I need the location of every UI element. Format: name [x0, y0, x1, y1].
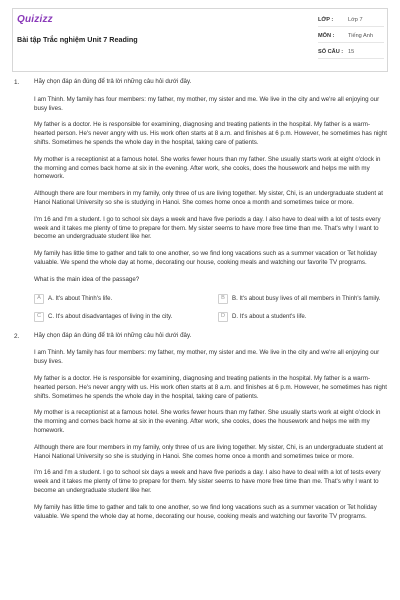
choice-text: D. It's about a student's life.	[232, 312, 307, 320]
worksheet-meta	[318, 15, 384, 63]
question-1	[12, 78, 388, 322]
question-instruction: Hãy chọn đáp án đúng để trả lời những câu hỏi dưới đây.	[34, 78, 192, 85]
passage-paragraph: My family has little time to gather and talk to one another, so we find long vacations such as a summer vacation or Tet holiday valuable. We spend the whole day at home, decorating our house, cooking meals and watching our favorite TV programs.	[34, 503, 377, 520]
worksheet-title: Bài tập Trắc nghiệm Unit 7 Reading	[17, 35, 138, 44]
choice-text: C. It's about disadvantages of living in the city.	[48, 312, 173, 320]
question-number: 2.	[14, 332, 20, 340]
passage-paragraph: My family has little time to gather and talk to one another, so we find long vacations such as a summer vacation or Tet holiday valuable. We spend the whole day at home, decorating our house, cooking meals and watching our favorite TV programs.	[34, 250, 377, 266]
choice-c[interactable]	[34, 312, 214, 322]
answer-choices	[34, 294, 388, 322]
passage-paragraph: I am Thinh. My family has four members: my father, my mother, my sister and me. We live in the city and we're all enjoying our busy lives.	[34, 95, 380, 112]
question-list	[12, 78, 388, 531]
choice-text: A. It's about Thinh's life.	[48, 294, 113, 302]
choice-d[interactable]	[218, 312, 398, 322]
passage-paragraph: My father is a doctor. He is responsible for examining, diagnosing and treating patients in the hospital. My father is a warm-hearted person. He's never angry with us. His work often starts at 8 a.m. and finishes at 6 p.m. However, he sometimes has night shifts. Sometimes he spends the whole day in the hospital, taking care of patients.	[34, 121, 388, 146]
quizizz-logo: Quizizz	[17, 14, 53, 25]
choice-a[interactable]	[34, 294, 214, 304]
meta-value: Tiếng Anh	[348, 32, 373, 39]
choice-letter-box[interactable]: C	[34, 312, 44, 322]
passage-paragraph: My mother is a receptionist at a famous hotel. She works fewer hours than my father. She usually starts work at eight o'clock in the morning and comes back home at six in the evening. After work, she cooks, does the housework and helps me with my homework.	[34, 409, 381, 434]
question-instruction: Hãy chọn đáp án đúng để trả lời những câu hỏi dưới đây.	[34, 331, 192, 339]
passage-paragraph: I am Thinh. My family has four members: my father, my mother, my sister and me. We live in the city and we're all enjoying our busy lives.	[34, 349, 380, 366]
passage-paragraph: My mother is a receptionist at a famous hotel. She works fewer hours than my father. She usually starts work at eight o'clock in the morning and comes back home at six in the evening. After work, she cooks, does the housework and helps me with my homework.	[34, 155, 381, 181]
passage-paragraph: I'm 16 and I'm a student. I go to school six days a week and have five periods a day. I also have to deal with a lot of tests every week and it takes me plenty of time to prepare for them. My sister seems to have more free time than me. That's why I want to become an undergraduate student like her.	[34, 469, 381, 494]
question-text: What is the main idea of the passage?	[34, 275, 140, 283]
meta-key: MÔN :	[318, 32, 335, 39]
meta-row-question-count	[318, 47, 384, 59]
question-2	[12, 332, 388, 522]
choice-b[interactable]	[218, 294, 398, 304]
choice-letter-box[interactable]: A	[34, 294, 44, 304]
passage-paragraph: Although there are four members in my family, only three of us are living together. My sister, Chi, is an undergraduate student at Hanoi National University so she is studying in Hanoi. She comes home once a month and sometimes twice or more.	[34, 443, 383, 460]
worksheet-header	[12, 8, 388, 72]
meta-key: SỐ CÂU :	[318, 48, 344, 55]
passage-paragraph: Although there are four members in my family, only three of us are living together. My sister, Chi, is an undergraduate student at Hanoi National University so she is studying in Hanoi. She comes home once a month and sometimes twice or more.	[34, 190, 383, 206]
meta-row-grade	[318, 15, 384, 27]
choice-letter-box[interactable]: D	[218, 312, 228, 322]
choice-text: B. It's about busy lives of all members in Thinh's family.	[232, 294, 381, 302]
passage-paragraph: My father is a doctor. He is responsible for examining, diagnosing and treating patients in the hospital. My father is a warm-hearted person. He's never angry with us. His work often starts at 8 a.m. and finishes at 6 p.m. However, he sometimes has night shifts. Sometimes he spends the whole day in the hospital, taking care of patients.	[34, 374, 388, 400]
meta-key: LỚP :	[318, 16, 334, 23]
meta-row-subject	[318, 31, 384, 43]
passage-paragraph: I'm 16 and I'm a student. I go to school six days a week and have five periods a day. I also have to deal with a lot of tests every week and it takes me plenty of time to prepare for them. My sister seems to have more free time than me. That's why I want to become an undergraduate student like her.	[34, 215, 381, 241]
question-number: 1.	[14, 79, 20, 86]
meta-value: Lớp 7	[348, 16, 363, 23]
choice-letter-box[interactable]: B	[218, 294, 228, 304]
meta-value: 15	[348, 48, 355, 55]
